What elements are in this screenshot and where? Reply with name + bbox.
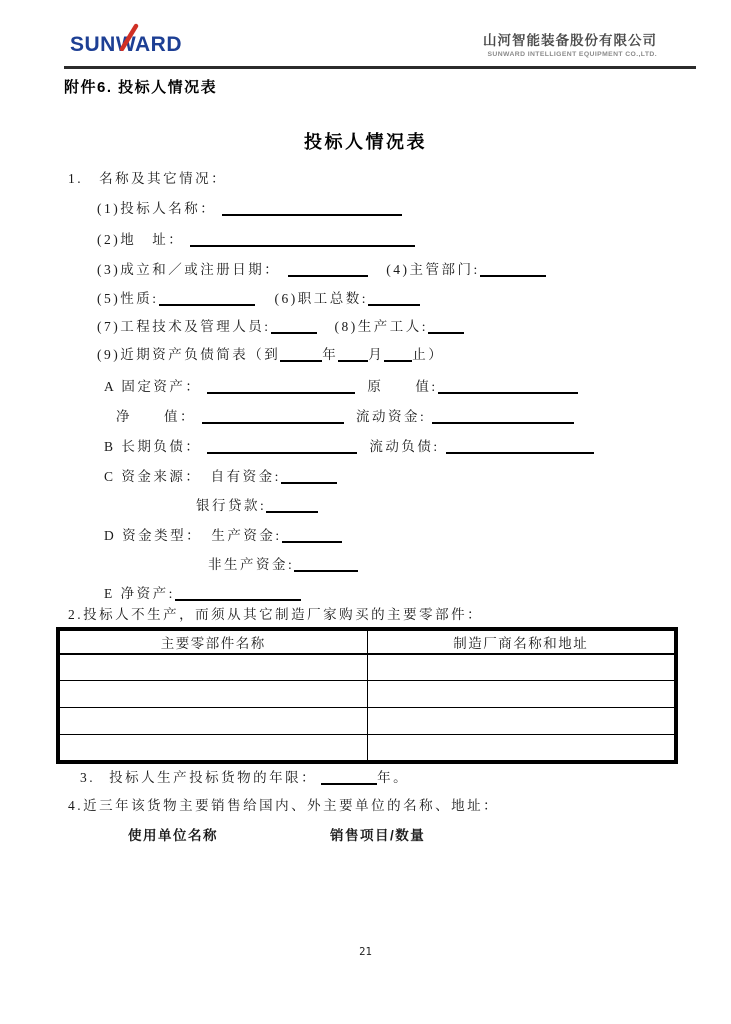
blank-underline	[280, 347, 322, 362]
blank-underline	[266, 498, 318, 513]
form-text: 流动资金:	[356, 409, 427, 424]
form-line	[68, 605, 483, 625]
form-text: 流动负债:	[369, 439, 440, 454]
attachment-heading: 附件6. 投标人情况表	[64, 79, 218, 96]
spacer	[95, 781, 109, 782]
logo-red-flick-icon	[119, 23, 141, 51]
table-header-cell: 制造厂商名称和地址	[367, 630, 676, 654]
blank-underline	[432, 409, 574, 424]
spacer	[218, 839, 330, 840]
form-text: 月	[368, 347, 385, 362]
table-row	[59, 708, 676, 735]
spacer	[255, 302, 275, 303]
form-line	[80, 768, 409, 788]
sunward-logo-text: SUNWARD	[70, 33, 182, 56]
form-text: E 净资产:	[104, 586, 175, 601]
form-line	[128, 826, 425, 846]
table-row	[59, 735, 676, 762]
blank-underline	[281, 469, 337, 484]
spacer	[355, 390, 367, 391]
spacer	[344, 420, 356, 421]
blank-underline	[446, 439, 594, 454]
form-text: 银行贷款:	[196, 498, 267, 513]
blank-underline	[438, 379, 578, 394]
blank-underline	[294, 557, 358, 572]
form-text: 年	[322, 347, 339, 362]
spacer	[317, 330, 335, 331]
table-header-cell: 主要零部件名称	[59, 630, 368, 654]
form-text: 原 值:	[367, 379, 438, 394]
form-text: 4.近三年该货物主要销售给国内、外主要单位的名称、地址：	[68, 798, 500, 813]
spacer	[83, 182, 99, 183]
form-line	[97, 317, 464, 337]
form-text: 2.投标人不生产，而须从其它制造厂家购买的主要零部件：	[68, 607, 484, 622]
table-row	[59, 681, 676, 708]
company-name-en: SUNWARD INTELLIGENT EQUIPMENT CO.,LTD.	[487, 51, 657, 58]
blank-underline	[288, 262, 368, 277]
form-text: (6)职工总数:	[274, 291, 368, 306]
form-line	[68, 169, 227, 189]
spacer	[368, 273, 386, 274]
blank-underline	[271, 319, 317, 334]
company-header	[483, 29, 657, 58]
parts-table	[57, 628, 677, 763]
form-line	[68, 796, 499, 816]
spacer	[280, 273, 288, 274]
form-text: 名称及其它情况：	[99, 171, 228, 186]
form-text: 3.	[80, 770, 96, 785]
header-divider	[64, 66, 696, 69]
table-cell	[367, 708, 676, 735]
form-text: 年。	[377, 770, 410, 785]
blank-underline	[207, 439, 357, 454]
blank-underline	[190, 232, 415, 247]
form-text: (7)工程技术及管理人员:	[97, 319, 271, 334]
blank-underline	[175, 586, 301, 601]
form-line	[97, 199, 402, 219]
table-header-row	[59, 630, 676, 654]
form-text: (4)主管部门:	[386, 262, 480, 277]
form-line	[97, 260, 546, 280]
table-cell	[367, 681, 676, 708]
form-text: A 固定资产：	[104, 379, 202, 394]
form-line	[104, 437, 594, 457]
form-line	[104, 584, 301, 604]
sunward-logo	[70, 33, 182, 57]
page-number: 21	[359, 946, 372, 958]
table-cell	[367, 654, 676, 681]
form-text: 净 值：	[116, 409, 196, 424]
table-cell	[59, 681, 368, 708]
form-line	[104, 377, 578, 397]
form-text: C 资金来源： 自有资金:	[104, 469, 281, 484]
form-line	[97, 230, 415, 250]
spacer	[357, 450, 369, 451]
form-text: 使用单位名称	[128, 828, 218, 843]
form-text: B 长期负债：	[104, 439, 202, 454]
form-text: (8)生产工人:	[334, 319, 428, 334]
blank-underline	[338, 347, 368, 362]
form-line	[104, 526, 342, 546]
table-cell	[59, 708, 368, 735]
form-line	[97, 289, 420, 309]
blank-underline	[282, 528, 342, 543]
blank-underline	[368, 291, 420, 306]
blank-underline	[222, 201, 402, 216]
form-text: 止）	[412, 347, 445, 362]
form-text: (1)投标人名称：	[97, 201, 217, 216]
form-line	[104, 467, 337, 487]
blank-underline	[428, 319, 464, 334]
blank-underline	[202, 409, 344, 424]
company-name-cn: 山河智能装备股份有限公司	[483, 33, 657, 48]
form-text: 非生产资金:	[208, 557, 295, 572]
blank-underline	[321, 770, 377, 785]
table-row	[59, 654, 676, 681]
form-text: (5)性质:	[97, 291, 159, 306]
form-text: 投标人生产投标货物的年限：	[109, 770, 318, 785]
table-cell	[367, 735, 676, 762]
form-text: (3)成立和／或注册日期：	[97, 262, 281, 277]
blank-underline	[207, 379, 355, 394]
form-line	[97, 345, 444, 365]
form-text: (9)近期资产负债简表（到	[97, 347, 281, 362]
blank-underline	[159, 291, 255, 306]
form-line	[208, 555, 358, 575]
form-line	[196, 496, 318, 516]
table-cell	[59, 654, 368, 681]
form-text: D 资金类型： 生产资金:	[104, 528, 282, 543]
form-text: (2)地 址：	[97, 232, 185, 247]
form-text: 1.	[68, 171, 84, 186]
form-title: 投标人情况表	[304, 132, 427, 152]
blank-underline	[384, 347, 412, 362]
table-cell	[59, 735, 368, 762]
form-text: 销售项目/数量	[330, 828, 426, 843]
form-line	[116, 407, 574, 427]
blank-underline	[480, 262, 546, 277]
